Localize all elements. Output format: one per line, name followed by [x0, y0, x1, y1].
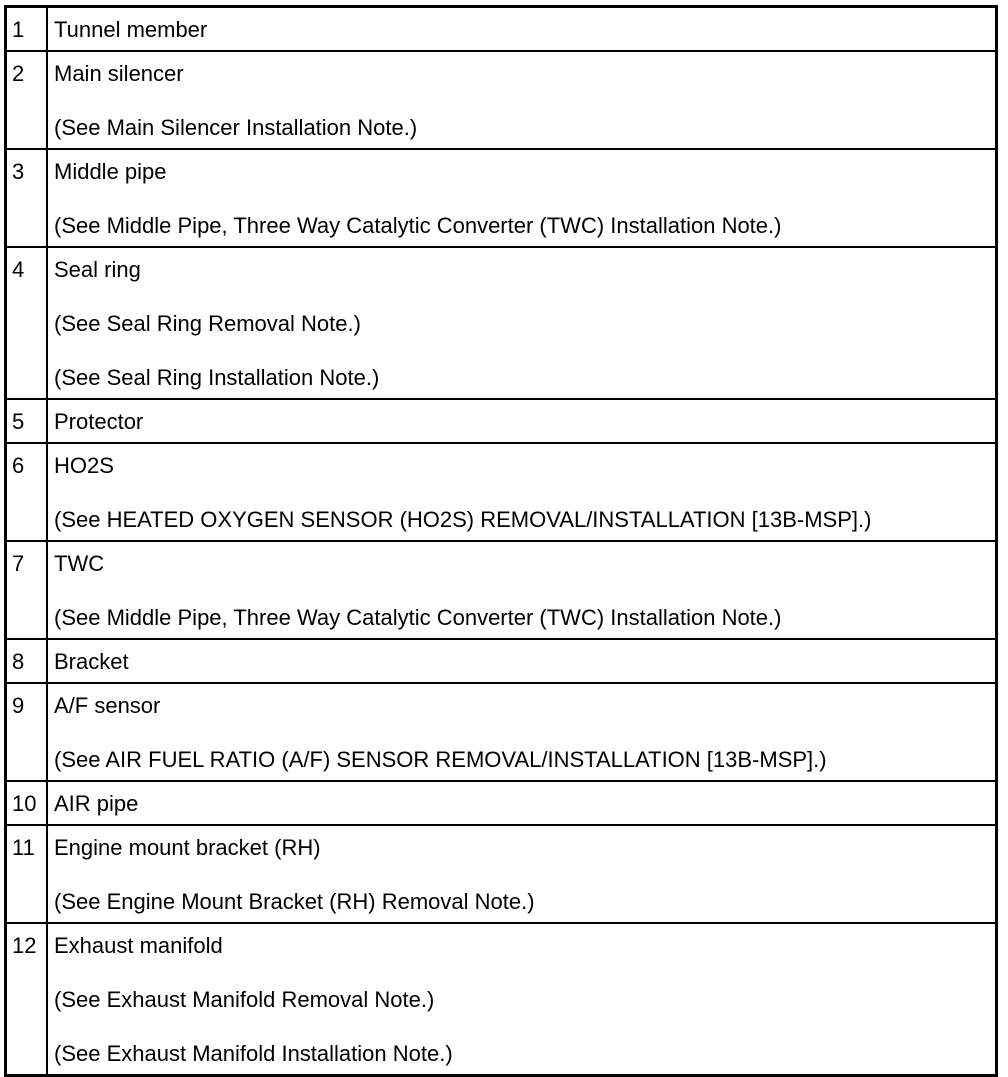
table-row: [6, 639, 997, 683]
reference-note: (See Main Silencer Installation Note.): [54, 115, 418, 140]
part-description: [47, 7, 997, 52]
part-description: [47, 443, 997, 541]
reference-note: (See Seal Ring Installation Note.): [54, 365, 380, 390]
part-description: [47, 639, 997, 683]
table-row: [6, 149, 997, 247]
part-number: 12: [6, 923, 48, 1076]
table-row: [6, 923, 997, 1076]
table-row: [6, 683, 997, 781]
reference-note: (See Middle Pipe, Three Way Catalytic Converter (TWC) Installation Note.): [54, 605, 782, 630]
part-name: A/F sensor: [54, 693, 161, 718]
reference-note: (See Engine Mount Bracket (RH) Removal Note.): [54, 889, 535, 914]
part-number: 2: [6, 51, 48, 149]
reference-note: (See Seal Ring Removal Note.): [54, 311, 361, 336]
part-description: [47, 683, 997, 781]
part-name: Exhaust manifold: [54, 933, 223, 958]
part-description: [47, 399, 997, 443]
part-description: [47, 923, 997, 1076]
part-number: 5: [6, 399, 48, 443]
part-description: [47, 247, 997, 399]
part-name: Protector: [54, 409, 144, 434]
part-number: 3: [6, 149, 48, 247]
parts-table-body: [6, 7, 997, 1076]
table-row: [6, 443, 997, 541]
table-row: [6, 781, 997, 825]
part-number: 9: [6, 683, 48, 781]
part-description: [47, 149, 997, 247]
part-number: 7: [6, 541, 48, 639]
table-row: [6, 399, 997, 443]
part-name: Engine mount bracket (RH): [54, 835, 321, 860]
part-name: AIR pipe: [54, 791, 139, 816]
part-description: [47, 825, 997, 923]
table-row: [6, 247, 997, 399]
reference-note: (See AIR FUEL RATIO (A/F) SENSOR REMOVAL/INSTALLATION [13B-MSP].): [54, 747, 827, 772]
part-description: [47, 51, 997, 149]
part-name: Seal ring: [54, 257, 141, 282]
reference-note: (See Exhaust Manifold Removal Note.): [54, 987, 435, 1012]
part-description: [47, 781, 997, 825]
part-number: 10: [6, 781, 48, 825]
part-number: 4: [6, 247, 48, 399]
table-row: [6, 825, 997, 923]
part-number: 6: [6, 443, 48, 541]
table-row: [6, 7, 997, 52]
part-name: Tunnel member: [54, 17, 208, 42]
part-name: Middle pipe: [54, 159, 167, 184]
part-name: HO2S: [54, 453, 114, 478]
reference-note: (See Middle Pipe, Three Way Catalytic Converter (TWC) Installation Note.): [54, 213, 782, 238]
table-row: [6, 541, 997, 639]
part-description: [47, 541, 997, 639]
part-number: 8: [6, 639, 48, 683]
part-number: 11: [6, 825, 48, 923]
table-row: [6, 51, 997, 149]
part-name: Bracket: [54, 649, 129, 674]
reference-note: (See Exhaust Manifold Installation Note.): [54, 1041, 453, 1066]
part-name: Main silencer: [54, 61, 184, 86]
part-name: TWC: [54, 551, 105, 576]
part-number: 1: [6, 7, 48, 52]
reference-note: (See HEATED OXYGEN SENSOR (HO2S) REMOVAL/INSTALLATION [13B-MSP].): [54, 507, 872, 532]
parts-table: [4, 5, 998, 1077]
